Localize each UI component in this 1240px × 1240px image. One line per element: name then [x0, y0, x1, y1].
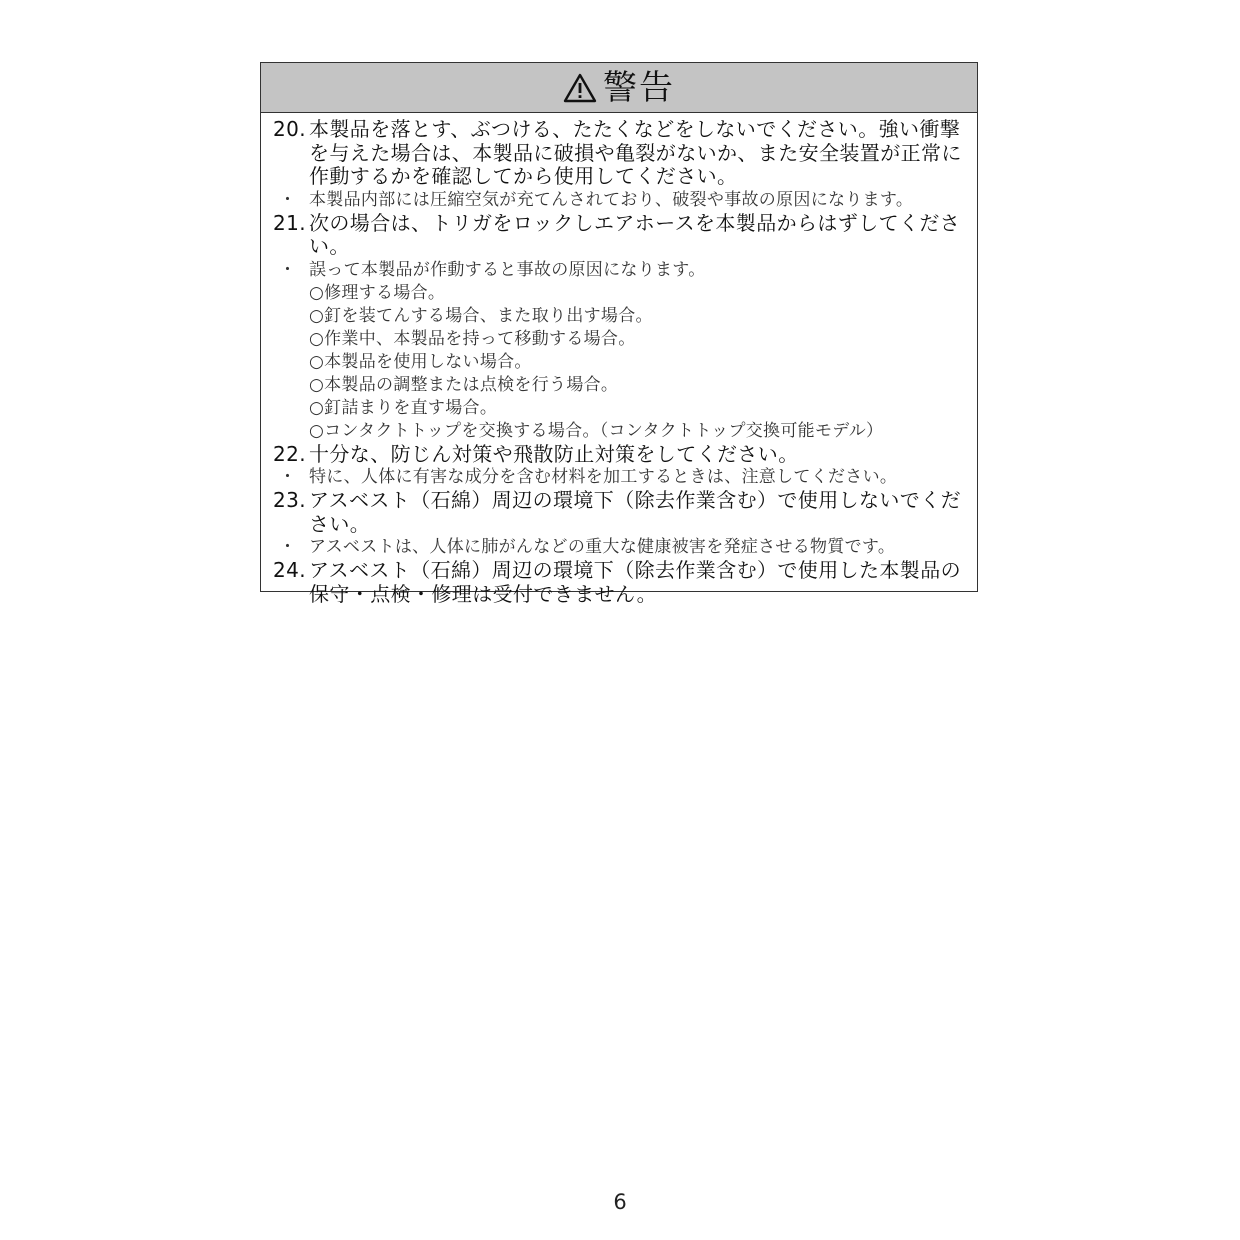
condition-line: ○本製品の調整または点検を行う場合。 — [309, 374, 619, 395]
condition-line: ○釘詰まりを直す場合。 — [309, 397, 498, 418]
item-number: 20. — [273, 117, 307, 141]
item-text: 本製品を落とす、ぶつける、たたくなどをしないでください。強い衝撃を与えた場合は、本製品に破損や亀裂がないか、また安全装置が正常に作動するかを確認してから使用してください。 — [309, 117, 962, 188]
note-text: 特に、人体に有害な成分を含む材料を加工するときは、注意してください。 — [309, 467, 898, 487]
item-number: 21. — [273, 210, 307, 235]
warning-body — [261, 113, 977, 606]
note-text: アスベストは、人体に肺がんなどの重大な健康被害を発症させる物質です。 — [309, 537, 896, 557]
condition-line: ○釘を装てんする場合、また取り出す場合。 — [309, 305, 653, 326]
warning-note — [273, 259, 969, 282]
warning-item-20 — [273, 118, 969, 189]
warning-header — [261, 63, 977, 113]
warning-item-22 — [273, 443, 969, 467]
item-text: 次の場合は、トリガをロックしエアホースを本製品からはずしてください。 — [309, 210, 961, 258]
item-number: 22. — [273, 441, 307, 466]
warning-note — [273, 536, 969, 559]
bullet-glyph: ・ — [279, 467, 297, 487]
item-text: 十分な、防じん対策や飛散防止対策をしてください。 — [309, 441, 799, 466]
warning-note — [273, 466, 969, 489]
warning-triangle-icon — [563, 73, 597, 103]
condition-line: ○作業中、本製品を持って移動する場合。 — [309, 328, 636, 349]
condition-line: ○コンタクトトップを交換する場合。（コンタクトトップ交換可能モデル） — [309, 420, 884, 441]
bullet-glyph: ・ — [279, 259, 297, 280]
bullet-glyph: ・ — [279, 537, 297, 557]
condition-line: ○修理する場合。 — [309, 282, 446, 303]
item-text: アスベスト（石綿）周辺の環境下（除去作業含む）で使用した本製品の保守・点検・修理は受付できません。 — [309, 558, 961, 606]
warning-note — [273, 189, 969, 212]
condition-line: ○本製品を使用しない場合。 — [309, 351, 532, 372]
note-text: 本製品内部には圧縮空気が充てんされており、破裂や事故の原因になります。 — [309, 189, 914, 210]
item-number: 24. — [273, 558, 307, 582]
warning-item-24 — [273, 559, 969, 606]
warning-item-23 — [273, 489, 969, 536]
warning-item-21 — [273, 212, 969, 259]
item-number: 23. — [273, 488, 307, 512]
warning-box — [260, 62, 978, 606]
note-text: 誤って本製品が作動すると事故の原因になります。 — [309, 259, 706, 280]
item-text: アスベスト（石綿）周辺の環境下（除去作業含む）で使用しないでください。 — [309, 488, 961, 536]
page-number: 6 — [613, 1190, 627, 1214]
bullet-glyph: ・ — [279, 189, 297, 210]
warning-title: 警告 — [603, 67, 675, 108]
